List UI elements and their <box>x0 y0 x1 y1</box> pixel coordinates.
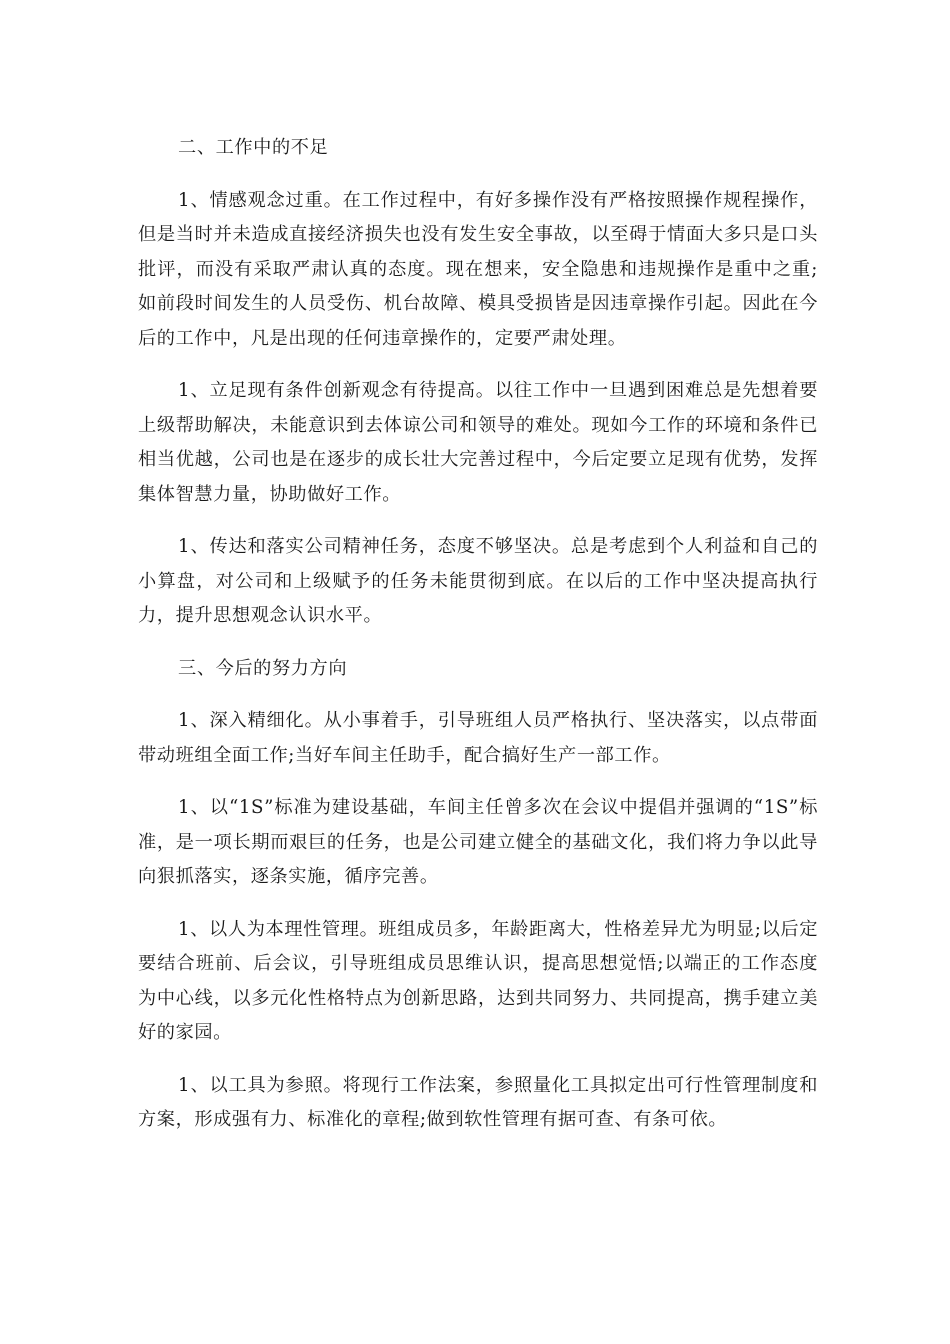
paragraph-deficiency-execution: 1、传达和落实公司精神任务，态度不够坚决。总是考虑到个人利益和自己的小算盘，对公司和上级赋予的任务未能贯彻到底。在以后的工作中坚决提高执行力，提升思想观念认识水平。 <box>138 536 818 626</box>
document-page <box>138 131 818 1156</box>
paragraph-direction-tools: 1、以工具为参照。将现行工作法案，参照量化工具拟定出可行性管理制度和方案，形成强有力、标准化的章程;做到软性管理有据可查、有条可依。 <box>138 1074 818 1130</box>
paragraph-deficiency-emotion: 1、情感观念过重。在工作过程中，有好多操作没有严格按照操作规程操作，但是当时并未造成直接经济损失也没有发生安全事故，以至碍于情面大多只是口头批评，而没有采取严肃认真的态度。现在想来，安全隐患和违规操作是重中之重;如前段时间发生的人员受伤、机台故障、模具受损皆是因违章操作引起。因此在今后的工作中，凡是出现的任何违章操作的，定要严肃处理。 <box>138 189 818 349</box>
paragraph-deficiency-innovation: 1、立足现有条件创新观念有待提高。以往工作中一旦遇到困难总是先想着要上级帮助解决，未能意识到去体谅公司和领导的难处。现如今工作的环境和条件已相当优越，公司也是在逐步的成长壮大完善过程中，今后定要立足现有优势，发挥集体智慧力量，协助做好工作。 <box>138 380 818 505</box>
paragraph-direction-people-management: 1、以人为本理性管理。班组成员多，年龄距离大，性格差异尤为明显;以后定要结合班前、后会议，引导班组成员思维认识，提高思想觉悟;以端正的工作态度为中心线，以多元化性格特点为创新思路，达到共同努力、共同提高，携手建立美好的家园。 <box>138 918 818 1043</box>
paragraph-direction-1s-standard: 1、以“1S”标准为建设基础，车间主任曾多次在会议中提倡并强调的“1S”标准，是一项长期而艰巨的任务，也是公司建立健全的基础文化，我们将力争以此导向狠抓落实，逐条实施，循序完善。 <box>138 797 818 887</box>
paragraph-direction-refinement: 1、深入精细化。从小事着手，引导班组人员严格执行、坚决落实，以点带面带动班组全面工作;当好车间主任助手，配合搞好生产一部工作。 <box>138 710 818 766</box>
section-heading-deficiencies: 二、工作中的不足 <box>178 137 329 158</box>
section-heading-direction: 三、今后的努力方向 <box>178 657 348 679</box>
